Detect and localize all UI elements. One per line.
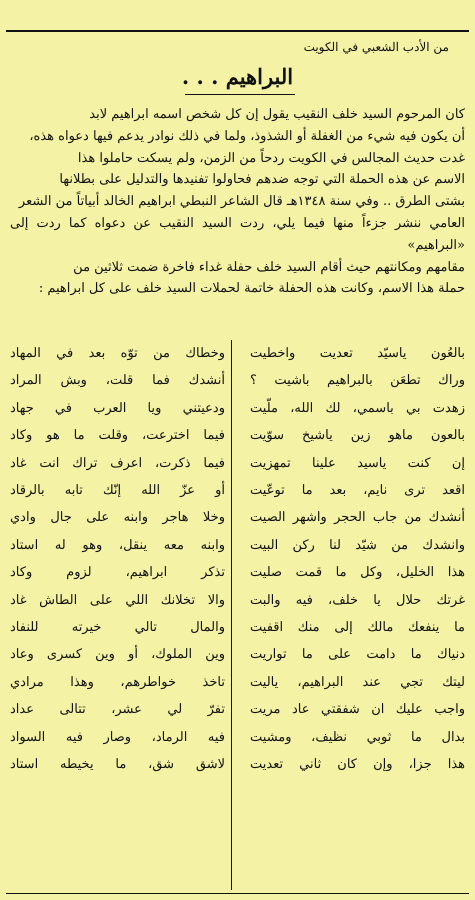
verse-line: وانشدك من شيّد لنا ركن البيت bbox=[250, 537, 465, 553]
poem-first-hemistichs bbox=[250, 340, 465, 779]
article-title: البراهيم . . . bbox=[181, 64, 294, 89]
verse-line: وراك تطعَن بالبراهيم باشيت ؟ bbox=[250, 373, 465, 389]
verse-line: والمال تالي خيرته للنفاد bbox=[10, 620, 225, 636]
verse-line: أنشدك من جاب الحجر واشهر الصيت bbox=[250, 510, 465, 526]
verse-line: إن كنت ياسيد علينا تمهزيت bbox=[250, 455, 465, 471]
verse-line: أو عزّ الله إنّك تابه بالرقاد bbox=[10, 483, 225, 499]
verse-line: فيما اخترعت، وقلت ما هو وكاد bbox=[10, 428, 225, 444]
intro-line: غدت حديث المجالس في الكويت ردحاً من الزمن، ولم يسكت حاملوا هذا bbox=[77, 150, 465, 166]
verse-line: بدال ما ثوبي نظيف، ومشيت bbox=[250, 729, 465, 745]
intro-line: الاسم عن هذه الحملة التي توجه ضدهم فحاولوا تفنيدها والتدليل على بطلانها bbox=[59, 172, 465, 188]
intro-line: كان المرحوم السيد خلف النقيب يقول إن كل شخص اسمه ابراهيم لابد bbox=[89, 107, 465, 122]
section-title: من الأدب الشعبي في الكويت bbox=[303, 40, 449, 54]
intro-line: بشتى الطرق .. وفي سنة ١٣٤٨هـ قال الشاعر النبطي ابراهيم الخالد أبياتاً من الشعر bbox=[18, 194, 465, 210]
verse-line: اقعد ترى نايم، بعد ما توعّيت bbox=[250, 483, 465, 499]
verse-line: هذا جزا، وإن كان ثاني تعديت bbox=[250, 757, 465, 773]
verse-line: فيما ذكرت، اعرف تراك انت غاد bbox=[10, 455, 225, 471]
verse-line: بالعُون ياسيّد تعديت واخطيت bbox=[250, 346, 465, 361]
verse-line: هذا الخليل، وكل ما قمت صليت bbox=[250, 565, 465, 581]
verse-line: أنشدك فما قلت، وبش المراد bbox=[10, 373, 225, 389]
verse-line: زهدت بي باسمي، لك الله، ملّيت bbox=[250, 400, 465, 416]
verse-line: ليتك تجي عند البراهيم، ياليت bbox=[250, 674, 465, 690]
verse-line: لاشق شق، ما يخيطه استاد bbox=[10, 757, 225, 773]
page-header bbox=[6, 30, 469, 54]
poem bbox=[10, 340, 465, 888]
verse-line: تذكر ابراهيم، لزوم وكاد bbox=[10, 565, 225, 581]
intro-line: حملة هذا الاسم، وكانت هذه الحفلة خاتمة لحملات السيد خلف على كل ابراهيم : bbox=[38, 281, 465, 297]
intro-line: مقامهم ومكانتهم حيث أقام السيد خلف حفلة غداء فاخرة ضمت ثلاثين من bbox=[73, 259, 465, 275]
verse-line: ما ينفعك مالك إلى منك اقفيت bbox=[250, 620, 465, 636]
verse-line: وخطاك من توّه بعد في المهاد bbox=[10, 346, 225, 361]
verse-line: تفرّ لي عشر، تتالى عداد bbox=[10, 702, 225, 718]
verse-line: بالعون ماهو زين ياشيخ سوّيت bbox=[250, 428, 465, 444]
verse-line: والا تخلانك اللي على الطاش غاد bbox=[10, 592, 225, 608]
article-intro bbox=[10, 104, 465, 300]
verse-line: دنياك ما دامت على ما تواريت bbox=[250, 647, 465, 663]
verse-line: وابنه معه ينقل، وهو له استاد bbox=[10, 537, 225, 553]
intro-line: أن يكون فيه شيء من الغفلة أو الشذوذ، ولما في ذلك نوادر يدعم فيها دعواه هذه، bbox=[29, 128, 465, 144]
verse-line: فيه الرماد، وصار فيه السواد bbox=[10, 729, 225, 745]
verse-line: وين الملوك، أو وين كسرى وعاد bbox=[10, 647, 225, 663]
intro-line: العامي ننشر جزءاً منها فيما يلي، ردت السيد النقيب عن دعواه كما ردت إلى «البراهيم» bbox=[10, 215, 465, 253]
verse-line: وخلا هاجر وابنه على جال وادي bbox=[10, 510, 225, 526]
poem-second-hemistichs bbox=[10, 340, 225, 779]
verse-line: تاخذ خواطرهم، وهذا مرادي bbox=[10, 674, 225, 690]
verse-line: واجب عليك ان شفقتي عاد مريت bbox=[250, 702, 465, 718]
bottom-border bbox=[6, 893, 469, 894]
title-underline bbox=[185, 94, 295, 95]
verse-line: ودعيتني ويا العرب في جهاد bbox=[10, 400, 225, 416]
verse-line: غرتك حلال يا خلف، فيه والبت bbox=[250, 592, 465, 608]
